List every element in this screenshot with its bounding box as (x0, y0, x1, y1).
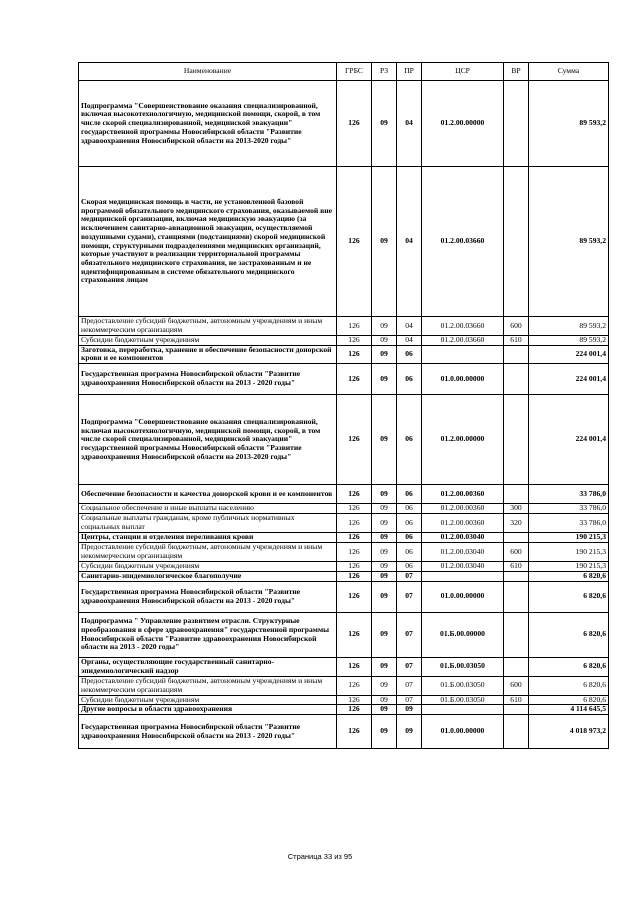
cell-name: Предоставление субсидий бюджетным, автономным учреждениям и иным некоммерческим организациям (79, 317, 337, 336)
cell-vr (504, 657, 529, 676)
cell-sum: 4 114 645,5 (529, 705, 609, 715)
table-row (79, 695, 609, 705)
cell-grbs: 126 (337, 532, 372, 542)
cell-pr: 06 (397, 513, 422, 532)
header-grbs: ГРБС (337, 63, 372, 81)
cell-csr: 01.2.00.00360 (422, 485, 504, 504)
cell-sum: 224 001,4 (529, 345, 609, 363)
cell-name: Центры, станции и отделения переливания крови (79, 532, 337, 542)
cell-grbs: 126 (337, 364, 372, 395)
cell-sum: 224 001,4 (529, 364, 609, 395)
cell-vr (504, 485, 529, 504)
cell-pr: 04 (397, 167, 422, 317)
cell-sum: 224 001,4 (529, 395, 609, 485)
cell-pr: 04 (397, 317, 422, 336)
cell-rz: 09 (372, 336, 397, 346)
cell-pr: 09 (397, 715, 422, 749)
cell-vr: 610 (504, 336, 529, 346)
table-row (79, 395, 609, 485)
table-row (79, 612, 609, 657)
cell-grbs: 126 (337, 612, 372, 657)
cell-rz: 09 (372, 504, 397, 514)
header-csr: ЦСР (422, 63, 504, 81)
cell-rz: 09 (372, 317, 397, 336)
cell-grbs: 126 (337, 561, 372, 571)
cell-grbs: 126 (337, 395, 372, 485)
cell-name: Субсидии бюджетным учреждениям (79, 695, 337, 705)
table-row (79, 317, 609, 336)
cell-grbs: 126 (337, 81, 372, 167)
cell-csr: 01.Б.00.03050 (422, 657, 504, 676)
cell-vr: 320 (504, 513, 529, 532)
cell-name: Обеспечение безопасности и качества донорской крови и ее компонентов (79, 485, 337, 504)
header-rz: РЗ (372, 63, 397, 81)
cell-csr: 01.2.00.00000 (422, 395, 504, 485)
cell-pr: 07 (397, 612, 422, 657)
table-row (79, 532, 609, 542)
cell-pr: 06 (397, 364, 422, 395)
cell-sum: 89 593,2 (529, 81, 609, 167)
cell-name: Подпрограмма "Совершенствование оказания специализированной, включая высокотехнологичную, медицинской помощи, скорой, в том числе скорой специализированной, медицинской эвакуации" государственной программы Новосибирской области "Развитие здравоохранения Новосибирской области на 2013-2020 годы" (79, 395, 337, 485)
cell-rz: 09 (372, 612, 397, 657)
cell-pr: 04 (397, 81, 422, 167)
cell-sum: 33 786,0 (529, 504, 609, 514)
cell-vr: 610 (504, 561, 529, 571)
cell-vr (504, 581, 529, 612)
table-row (79, 542, 609, 561)
cell-rz: 09 (372, 167, 397, 317)
cell-csr: 01.0.00.00000 (422, 581, 504, 612)
cell-name: Другие вопросы в области здравоохранения (79, 705, 337, 715)
cell-rz: 09 (372, 715, 397, 749)
cell-vr: 600 (504, 317, 529, 336)
cell-sum: 190 215,3 (529, 561, 609, 571)
cell-rz: 09 (372, 561, 397, 571)
cell-vr (504, 705, 529, 715)
cell-vr (504, 571, 529, 581)
cell-sum: 6 820,6 (529, 657, 609, 676)
table-row (79, 513, 609, 532)
cell-grbs: 126 (337, 542, 372, 561)
table-row (79, 345, 609, 363)
cell-name: Органы, осуществляющие государственный санитарно-эпидемиологический надзор (79, 657, 337, 676)
cell-sum: 89 593,2 (529, 336, 609, 346)
cell-pr: 06 (397, 504, 422, 514)
cell-grbs: 126 (337, 695, 372, 705)
cell-rz: 09 (372, 695, 397, 705)
table-row (79, 571, 609, 581)
cell-csr: 01.Б.00.00000 (422, 612, 504, 657)
cell-pr: 07 (397, 581, 422, 612)
cell-sum: 33 786,0 (529, 485, 609, 504)
cell-csr (422, 345, 504, 363)
cell-csr: 01.2.00.00360 (422, 513, 504, 532)
cell-csr: 01.Б.00.03050 (422, 676, 504, 695)
cell-sum: 6 820,6 (529, 695, 609, 705)
cell-pr: 06 (397, 395, 422, 485)
cell-rz: 09 (372, 364, 397, 395)
cell-rz: 09 (372, 345, 397, 363)
cell-grbs: 126 (337, 345, 372, 363)
cell-pr: 07 (397, 571, 422, 581)
cell-pr: 06 (397, 561, 422, 571)
cell-sum: 190 215,3 (529, 542, 609, 561)
cell-csr: 01.2.00.00360 (422, 504, 504, 514)
cell-sum: 6 820,6 (529, 581, 609, 612)
table-header-row (79, 63, 609, 81)
cell-pr: 07 (397, 695, 422, 705)
cell-pr: 06 (397, 542, 422, 561)
cell-csr: 01.Б.00.03050 (422, 695, 504, 705)
cell-pr: 06 (397, 532, 422, 542)
cell-rz: 09 (372, 395, 397, 485)
cell-name: Государственная программа Новосибирской области "Развитие здравоохранения Новосибирской области на 2013 - 2020 годы" (79, 581, 337, 612)
cell-vr (504, 364, 529, 395)
table-row (79, 705, 609, 715)
cell-grbs: 126 (337, 167, 372, 317)
cell-rz: 09 (372, 571, 397, 581)
cell-name: Санитарно-эпидемиологическое благополучие (79, 571, 337, 581)
cell-vr (504, 532, 529, 542)
cell-sum: 6 820,6 (529, 676, 609, 695)
cell-csr: 01.2.00.03040 (422, 532, 504, 542)
cell-name: Заготовка, переработка, хранение и обеспечение безопасности донорской крови и ее компонентов (79, 345, 337, 363)
cell-grbs: 126 (337, 705, 372, 715)
cell-name: Подпрограмма "Совершенствование оказания специализированной, включая высокотехнологичную, медицинской помощи, скорой, в том числе скорой специализированной, медицинской эвакуации" государственной программы Новосибирской области "Развитие здравоохранения Новосибирской области на 2013-2020 годы" (79, 81, 337, 167)
table-row (79, 657, 609, 676)
cell-rz: 09 (372, 81, 397, 167)
cell-csr: 01.2.00.03660 (422, 167, 504, 317)
cell-sum: 33 786,0 (529, 513, 609, 532)
table-row (79, 81, 609, 167)
table-row (79, 504, 609, 514)
cell-pr: 07 (397, 657, 422, 676)
cell-grbs: 126 (337, 513, 372, 532)
cell-grbs: 126 (337, 336, 372, 346)
cell-csr: 01.0.00.00000 (422, 715, 504, 749)
cell-rz: 09 (372, 542, 397, 561)
cell-sum: 89 593,2 (529, 317, 609, 336)
cell-name: Предоставление субсидий бюджетным, автономным учреждениям и иным некоммерческим организациям (79, 542, 337, 561)
cell-grbs: 126 (337, 504, 372, 514)
budget-table (78, 62, 609, 749)
cell-csr (422, 705, 504, 715)
table-row (79, 364, 609, 395)
table-row (79, 676, 609, 695)
cell-csr: 01.0.00.00000 (422, 364, 504, 395)
cell-grbs: 126 (337, 676, 372, 695)
cell-grbs: 126 (337, 485, 372, 504)
cell-name: Субсидии бюджетным учреждениям (79, 561, 337, 571)
table-row (79, 561, 609, 571)
cell-rz: 09 (372, 513, 397, 532)
cell-sum: 6 820,6 (529, 612, 609, 657)
cell-pr: 06 (397, 345, 422, 363)
cell-pr: 04 (397, 336, 422, 346)
cell-rz: 09 (372, 657, 397, 676)
cell-rz: 09 (372, 705, 397, 715)
cell-name: Государственная программа Новосибирской области "Развитие здравоохранения Новосибирской области на 2013 - 2020 годы" (79, 364, 337, 395)
cell-vr (504, 715, 529, 749)
table-row (79, 336, 609, 346)
cell-pr: 09 (397, 705, 422, 715)
cell-sum: 4 018 973,2 (529, 715, 609, 749)
cell-name: Государственная программа Новосибирской области "Развитие здравоохранения Новосибирской области на 2013 - 2020 годы" (79, 715, 337, 749)
cell-csr (422, 571, 504, 581)
cell-vr: 600 (504, 676, 529, 695)
table-body (79, 81, 609, 749)
cell-name: Предоставление субсидий бюджетным, автономным учреждениям и иным некоммерческим организациям (79, 676, 337, 695)
cell-vr: 300 (504, 504, 529, 514)
cell-rz: 09 (372, 676, 397, 695)
cell-pr: 07 (397, 676, 422, 695)
cell-csr: 01.2.00.03040 (422, 542, 504, 561)
cell-grbs: 126 (337, 317, 372, 336)
cell-name: Социальное обеспечение и иные выплаты населению (79, 504, 337, 514)
cell-name: Субсидии бюджетным учреждениям (79, 336, 337, 346)
cell-sum: 190 215,3 (529, 532, 609, 542)
header-sum: Сумма (529, 63, 609, 81)
cell-grbs: 126 (337, 571, 372, 581)
cell-vr (504, 81, 529, 167)
cell-csr: 01.2.00.03660 (422, 336, 504, 346)
cell-csr: 01.2.00.00000 (422, 81, 504, 167)
cell-grbs: 126 (337, 581, 372, 612)
header-vr: ВР (504, 63, 529, 81)
cell-name: Социальные выплаты гражданам, кроме публичных нормативных социальных выплат (79, 513, 337, 532)
page-footer: Страница 33 из 95 (287, 852, 353, 861)
cell-vr: 600 (504, 542, 529, 561)
cell-name: Скорая медицинская помощь в части, не установленной базовой программой обязательного медицинского страхования, оказываемой вне медицинской организации, включая медицинскую эвакуацию (за исключением санитарно-авиационной эвакуации, осуществляемой воздушными судами), станциями (подстанциями) скорой медицинской помощи, структурными подразделениями медицинских организаций, которые участвуют в реализации территориальной программы обязательного медицинского страхования, не застрахованным и не идентифицированным в системе обязательного медицинского страхования лицам (79, 167, 337, 317)
table-row (79, 485, 609, 504)
cell-pr: 06 (397, 485, 422, 504)
cell-rz: 09 (372, 532, 397, 542)
cell-grbs: 126 (337, 657, 372, 676)
cell-vr (504, 612, 529, 657)
cell-sum: 6 820,6 (529, 571, 609, 581)
table-row (79, 715, 609, 749)
table-row (79, 581, 609, 612)
cell-sum: 89 593,2 (529, 167, 609, 317)
cell-rz: 09 (372, 581, 397, 612)
cell-csr: 01.2.00.03660 (422, 317, 504, 336)
cell-vr (504, 345, 529, 363)
header-name: Наименование (79, 63, 337, 81)
cell-grbs: 126 (337, 715, 372, 749)
table-row (79, 167, 609, 317)
cell-rz: 09 (372, 485, 397, 504)
cell-name: Подпрограмма " Управление развитием отрасли. Структурные преобразования в сфере здравоохранения" государственной программы Новосибирской области "Развитие здравоохранения Новосибирской области на 2013 - 2020 годы" (79, 612, 337, 657)
header-pr: ПР (397, 63, 422, 81)
cell-vr: 610 (504, 695, 529, 705)
cell-vr (504, 167, 529, 317)
cell-vr (504, 395, 529, 485)
cell-csr: 01.2.00.03040 (422, 561, 504, 571)
